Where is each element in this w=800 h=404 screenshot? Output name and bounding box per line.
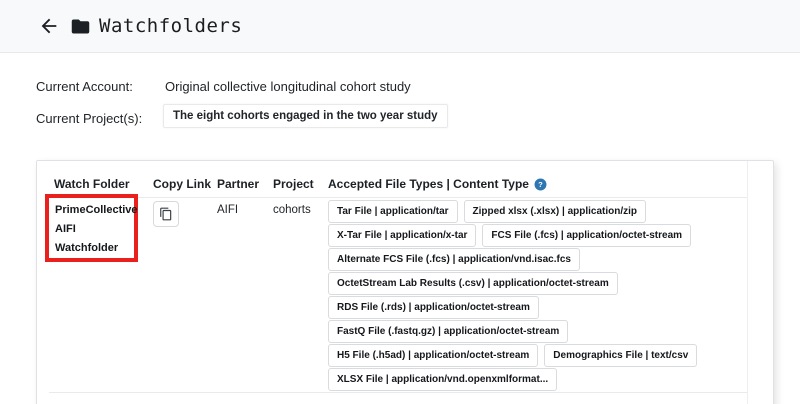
chip-row xyxy=(328,248,697,271)
table-right-divider xyxy=(747,161,748,404)
accepted-header-label: Accepted File Types | Content Type xyxy=(328,177,529,191)
file-type-chip: XLSX File | application/vnd.openxmlformat... xyxy=(328,368,557,391)
chip-row xyxy=(328,320,697,343)
copy-link-button[interactable] xyxy=(153,201,179,227)
project-cell: cohorts xyxy=(273,204,311,216)
watch-folder-name-line: AIFI xyxy=(55,223,76,235)
current-project-badge: The eight cohorts engaged in the two year study xyxy=(163,104,448,128)
chip-row xyxy=(328,272,697,295)
back-button[interactable] xyxy=(38,15,60,37)
folder-icon xyxy=(70,16,91,37)
annotation-highlight-box xyxy=(45,194,138,262)
file-type-chip: Demographics File | text/csv xyxy=(544,344,697,367)
current-account-label: Current Account: xyxy=(36,79,133,94)
chip-row xyxy=(328,368,697,391)
row-divider xyxy=(49,392,747,393)
current-projects-label: Current Project(s): xyxy=(36,111,143,126)
chip-row xyxy=(328,200,697,223)
file-type-chip: Zipped xlsx (.xlsx) | application/zip xyxy=(464,200,647,223)
topbar xyxy=(0,0,800,53)
file-type-chip: X-Tar File | application/x-tar xyxy=(328,224,476,247)
column-header-project: Project xyxy=(273,177,314,191)
header-divider xyxy=(49,197,747,198)
accepted-file-types-list xyxy=(328,200,697,391)
chip-row xyxy=(328,296,697,319)
chip-row xyxy=(328,344,697,367)
arrow-left-icon xyxy=(38,15,60,37)
current-account-value: Original collective longitudinal cohort study xyxy=(165,79,411,94)
file-type-chip: FastQ File (.fastq.gz) | application/octet-stream xyxy=(328,320,568,343)
copy-icon xyxy=(159,207,173,221)
help-icon[interactable] xyxy=(534,178,547,191)
file-type-chip: Tar File | application/tar xyxy=(328,200,458,223)
page-title: Watchfolders xyxy=(99,15,243,37)
column-header-copy-link: Copy Link xyxy=(153,177,212,191)
watchfolders-table-card xyxy=(36,160,774,404)
watch-folder-name-line: Watchfolder xyxy=(55,242,119,254)
column-header-partner: Partner xyxy=(217,177,260,191)
chip-row xyxy=(328,224,697,247)
file-type-chip: Alternate FCS File (.fcs) | application/vnd.isac.fcs xyxy=(328,248,580,271)
file-type-chip: RDS File (.rds) | application/octet-stream xyxy=(328,296,539,319)
partner-cell: AIFI xyxy=(217,204,239,216)
file-type-chip: OctetStream Lab Results (.csv) | application/octet-stream xyxy=(328,272,618,295)
watch-folder-name-line: PrimeCollective xyxy=(55,204,138,216)
column-header-accepted-file-types xyxy=(328,177,547,191)
file-type-chip: FCS File (.fcs) | application/octet-stream xyxy=(482,224,691,247)
svg-text:?: ? xyxy=(538,179,543,189)
column-header-watch-folder: Watch Folder xyxy=(54,177,130,191)
file-type-chip: H5 File (.h5ad) | application/octet-stream xyxy=(328,344,538,367)
